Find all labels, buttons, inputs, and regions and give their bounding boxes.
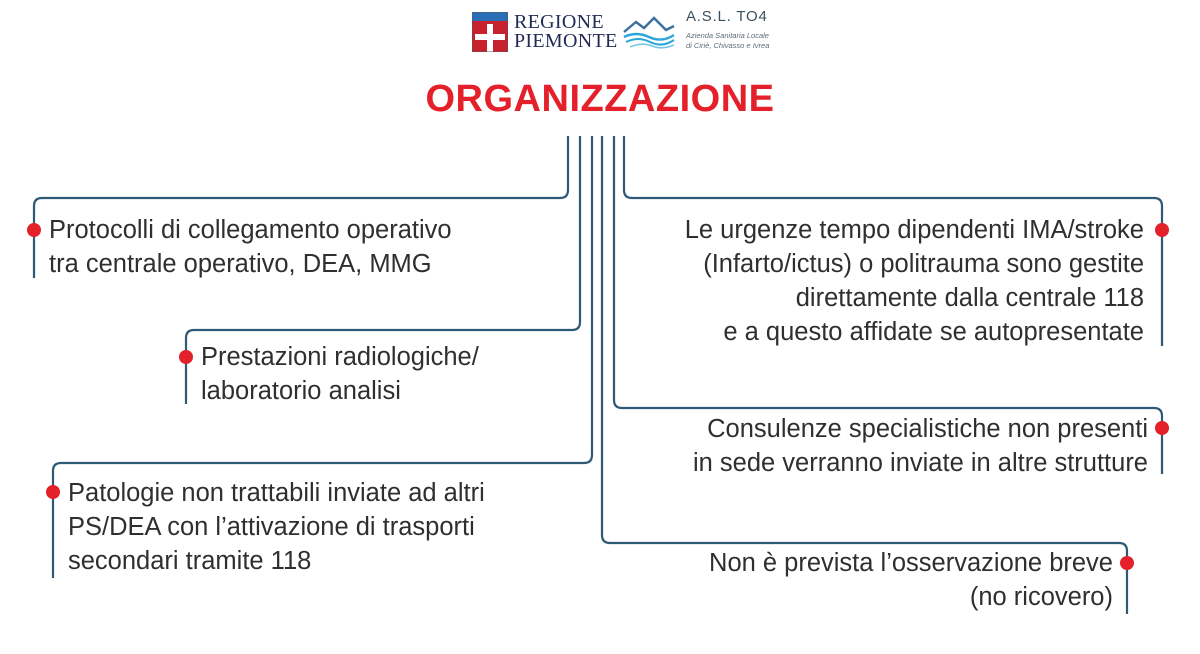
item-left-1-line: tra centrale operativo, DEA, MMG [49,250,432,278]
bullet-dot-right-3 [1120,556,1134,570]
asl-logo-subtitle-1: Azienda Sanitaria Locale [686,31,769,40]
item-left-2-line: Prestazioni radiologiche/ [201,343,479,371]
item-left-3-line: PS/DEA con l’attivazione di trasporti [68,513,475,541]
bullet-dot-left-1 [27,223,41,237]
item-right-1-line: (Infarto/ictus) o politrauma sono gestite [703,250,1144,278]
item-right-2 [693,412,1148,480]
mountain-wave-icon [622,14,676,50]
item-left-1-line: Protocolli di collegamento operativo [49,216,452,244]
item-left-3-line: secondari tramite 118 [68,547,312,575]
bullet-dot-right-2 [1155,421,1169,435]
item-left-2 [201,340,479,408]
item-left-2-line: laboratorio analisi [201,377,401,405]
regione-logo-line2: PIEMONTE [514,30,618,52]
item-right-3 [709,546,1113,614]
item-left-3 [68,476,485,578]
item-left-3-line: Patologie non trattabili inviate ad altri [68,479,485,507]
item-left-1 [49,213,452,281]
piemonte-flag-icon [472,12,508,52]
asl-to4-logo [622,8,769,56]
asl-logo-title: A.S.L. TO4 [686,8,768,25]
regione-piemonte-logo [472,11,618,53]
page-title: ORGANIZZAZIONE [425,78,775,120]
item-right-3-line: (no ricovero) [969,583,1113,611]
connector-right-3 [602,136,1127,614]
asl-logo-subtitle-2: di Ciriè, Chivasso e Ivrea [686,41,770,50]
item-right-1-line: e a questo affidate se autopresentate [723,318,1144,346]
bullet-dot-left-3 [46,485,60,499]
item-right-1 [685,213,1144,349]
item-right-3-line: Non è prevista l’osservazione breve [709,549,1113,577]
item-right-1-line: direttamente dalla centrale 118 [795,284,1144,312]
bullet-dot-right-1 [1155,223,1169,237]
item-right-1-line: Le urgenze tempo dipendenti IMA/stroke [684,216,1144,244]
item-right-2-line: Consulenze specialistiche non presenti [707,415,1148,443]
item-right-2-line: in sede verranno inviate in altre strutture [693,449,1148,477]
bullet-dot-left-2 [179,350,193,364]
regione-logo-line1: REGIONE [514,11,604,33]
